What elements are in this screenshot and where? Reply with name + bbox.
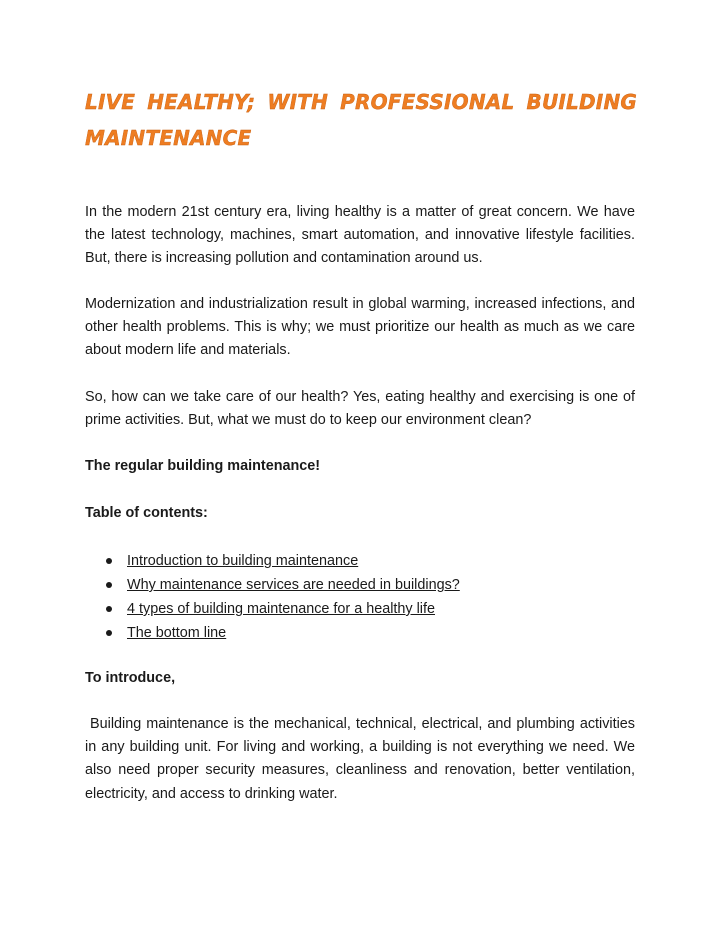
toc-item (127, 573, 627, 597)
highlight-statement: The regular building maintenance! (85, 458, 321, 474)
toc-link-introduction[interactable]: Introduction to building maintenance (127, 553, 359, 569)
paragraph-intro-era: In the modern 21st century era, living healthy is a matter of great concern. We have the latest technology, machines, smart automation, and innovative lifestyle facilities. But, there is increasing pollution and contamination around us. (85, 204, 635, 267)
toc-heading: Table of contents: (85, 505, 208, 521)
paragraph-health-care: So, how can we take care of our health? Yes, eating healthy and exercising is one of prime activities. But, what we must do to keep our environment clean? (85, 389, 635, 429)
toc-item (127, 621, 627, 645)
bullet-icon (106, 558, 112, 564)
document-title: LIVE HEALTHY; WITH PROFESSIONAL BUILDING MAINTENANCE (85, 90, 637, 150)
bullet-icon (106, 630, 112, 636)
paragraph-modernization: Modernization and industrialization result in global warming, increased infections, and other health problems. This is why; we must prioritize our health as much as we care about modern life and materials. (85, 296, 635, 359)
bullet-icon (106, 582, 112, 588)
toc-item (127, 597, 627, 621)
bullet-icon (106, 606, 112, 612)
toc-item (127, 549, 627, 573)
toc-link-four-types[interactable]: 4 types of building maintenance for a healthy life (127, 601, 435, 617)
toc-link-bottom-line[interactable]: The bottom line (127, 625, 227, 641)
intro-heading: To introduce, (85, 670, 176, 686)
table-of-contents (127, 549, 627, 645)
toc-link-why-maintenance[interactable]: Why maintenance services are needed in buildings? (127, 577, 460, 593)
paragraph-building-maintenance: Building maintenance is the mechanical, technical, electrical, and plumbing activities in any building unit. For living and working, a building is not everything we need. We also need proper security measures, cleanliness and renovation, better ventilation, electricity, and access to drinking water. (85, 716, 639, 802)
